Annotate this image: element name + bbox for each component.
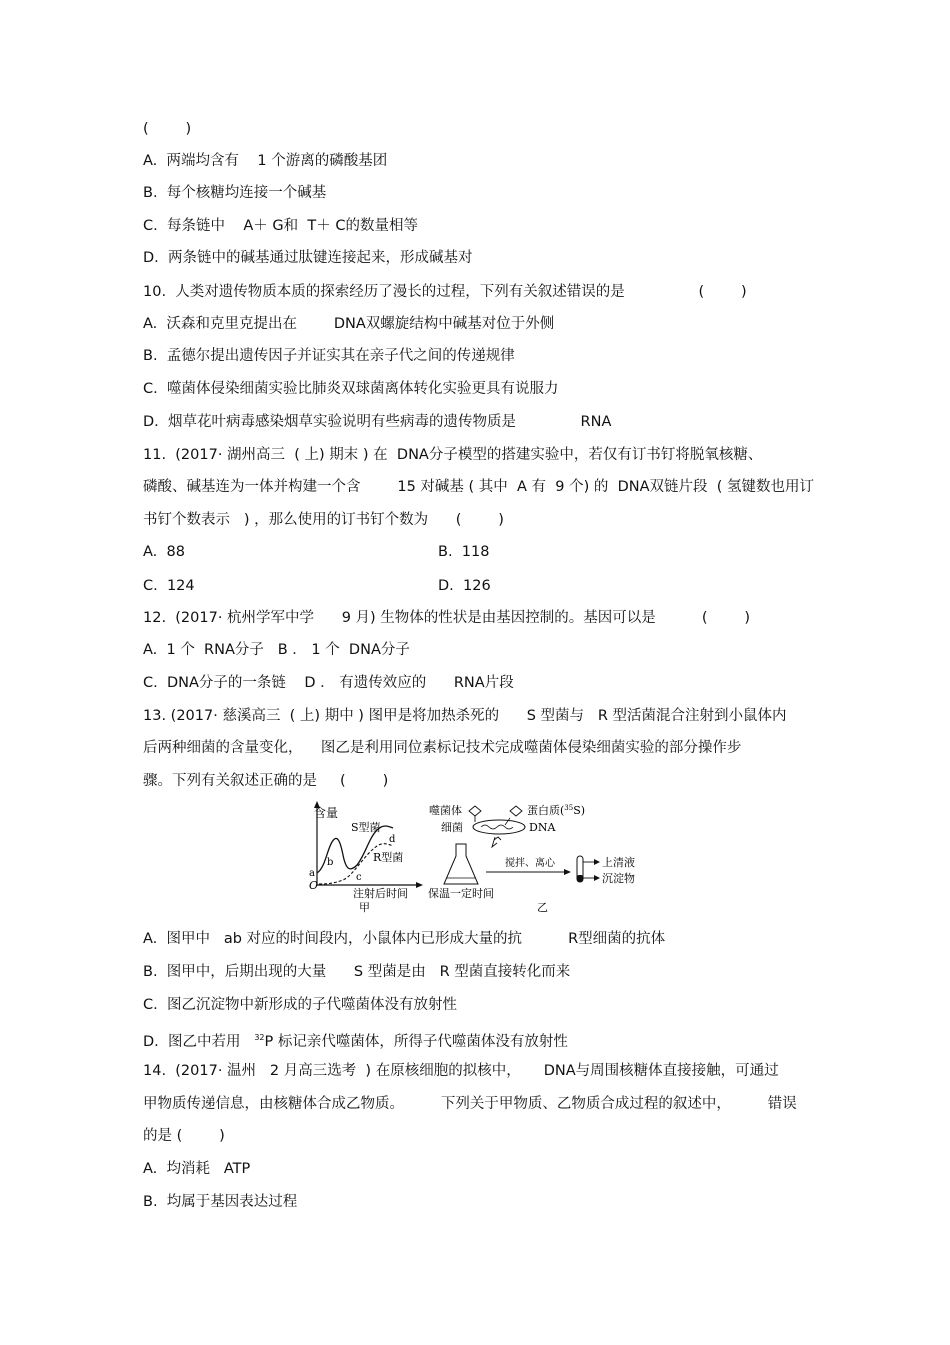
yi-caption: 乙 — [537, 901, 548, 914]
q10-option-a: A. 沃森和克里克提出在 DNA双螺旋结构中碱基对位于外侧 — [143, 316, 555, 332]
q11-stem-line3: 书钉个数表示 ) ，那么使用的订书钉个数为 ( ) — [143, 512, 504, 528]
jia-point-a: a — [309, 868, 315, 879]
q11-option-c: C. 124 — [143, 578, 195, 594]
q11-option-a: A. 88 — [143, 544, 185, 560]
q11-stem-line1: 11. (2017· 湖州高三 ( 上) 期末 ) 在 DNA分子模型的搭建实验中，若仅有订书钉将脱氧核糖、 — [143, 447, 763, 463]
phage-coat-icon — [510, 806, 522, 816]
q9-option-a: A. 两端均含有 1 个游离的磷酸基团 — [143, 153, 388, 169]
q14-stem-line2: 甲物质传递信息，由核糖体合成乙物质。 下列关于甲物质、乙物质合成过程的叙述中， 错误 — [143, 1096, 797, 1112]
jia-caption: 甲 — [359, 901, 370, 914]
q12-stem: 12. (2017· 杭州学军中学 9 月) 生物体的性状是由基因控制的。基因可以是 ( ) — [143, 610, 751, 626]
jia-series-s: S型菌 — [351, 821, 381, 834]
q9-option-d: D. 两条链中的碱基通过肽键连接起来，形成碱基对 — [143, 250, 473, 266]
q9-answer-bracket: ( ) — [143, 121, 192, 137]
q9-option-b: B. 每个核糖均连接一个碱基 — [143, 185, 327, 201]
q10-option-c: C. 噬菌体侵染细菌实验比肺炎双球菌离体转化实验更具有说服力 — [143, 381, 559, 397]
q10-stem: 10. 人类对遗传物质本质的探索经历了漫长的过程，下列有关叙述错误的是 ( ) — [143, 284, 747, 300]
yi-protein-label: 蛋白质($^{35}$S) — [527, 804, 586, 817]
q13-option-a: A. 图甲中 ab 对应的时间段内，小鼠体内已形成大量的抗 R型细菌的抗体 — [143, 931, 666, 947]
yi-dna-label: DNA — [529, 821, 556, 834]
q13-stem-line2: 后两种细菌的含量变化， 图乙是利用同位素标记技术完成噬菌体侵染细菌实验的部分操作步 — [143, 740, 742, 756]
yi-bacteria-label: 细菌 — [441, 821, 463, 834]
q13-option-d: D. 图乙中若用 $^{32}$P 标记亲代噬菌体，所得子代噬菌体没有放射性 — [143, 1033, 568, 1050]
jia-series-r: R型菌 — [373, 851, 404, 864]
phage-icon — [469, 806, 481, 816]
q14-option-a: A. 均消耗 ATP — [143, 1161, 251, 1177]
q13-stem-line1: 13. (2017· 慈溪高三 ( 上) 期中 ) 图甲是将加热杀死的 S 型菌与 R 型活菌混合注射到小鼠体内 — [143, 708, 787, 724]
q13-figure — [305, 800, 650, 915]
jia-point-b: b — [327, 857, 334, 868]
q12-options-ab: A. 1 个 RNA分子 B ． 1 个 DNA分子 — [143, 642, 410, 658]
bacterium-icon — [473, 820, 525, 834]
q13-stem-line3: 骤。下列有关叙述正确的是 ( ) — [143, 773, 389, 789]
q11-option-b: B. 118 — [438, 544, 490, 560]
yi-process-label: 搅拌、离心 — [505, 858, 555, 869]
jia-origin: O — [309, 879, 319, 892]
figure-yi — [428, 803, 635, 914]
q10-option-d: D. 烟草花叶病毒感染烟草实验说明有些病毒的遗传物质是 RNA — [143, 414, 612, 430]
yi-sediment-label: 沉淀物 — [602, 872, 635, 885]
yi-supernatant-label: 上清液 — [602, 856, 635, 869]
q13-option-b: B. 图甲中，后期出现的大量 S 型菌是由 R 型菌直接转化而来 — [143, 964, 571, 980]
jia-point-d: d — [389, 834, 396, 845]
yi-phage-label: 噬菌体 — [429, 804, 462, 817]
q10-option-b: B. 孟德尔提出遗传因子并证实其在亲子代之间的传递规律 — [143, 348, 515, 364]
jia-y-label: 含量 — [314, 806, 339, 820]
q12-options-cd: C. DNA分子的一条链 D ． 有遗传效应的 RNA片段 — [143, 675, 514, 691]
figure-jia — [309, 801, 423, 914]
q14-stem-line3: 的是 ( ) — [143, 1128, 225, 1144]
jia-point-c: c — [356, 872, 362, 883]
q9-option-c: C. 每条链中 A＋ G和 T＋ C的数量相等 — [143, 218, 418, 234]
q11-option-d: D. 126 — [438, 578, 491, 594]
q13-option-c: C. 图乙沉淀物中新形成的子代噬菌体没有放射性 — [143, 997, 457, 1013]
q14-option-b: B. 均属于基因表达过程 — [143, 1194, 298, 1210]
jia-x-label: 注射后时间 — [353, 887, 408, 900]
yi-incubate-label: 保温一定时间 — [428, 887, 494, 900]
q14-stem-line1: 14. (2017· 温州 2 月高三选考 ) 在原核细胞的拟核中， DNA与周围核糖体直接接触，可通过 — [143, 1063, 779, 1079]
q11-stem-line2: 磷酸、碱基连为一体并构建一个含 15 对碱基 ( 其中 A 有 9 个) 的 DNA双链片段 ( 氢键数也用订 — [143, 479, 815, 495]
